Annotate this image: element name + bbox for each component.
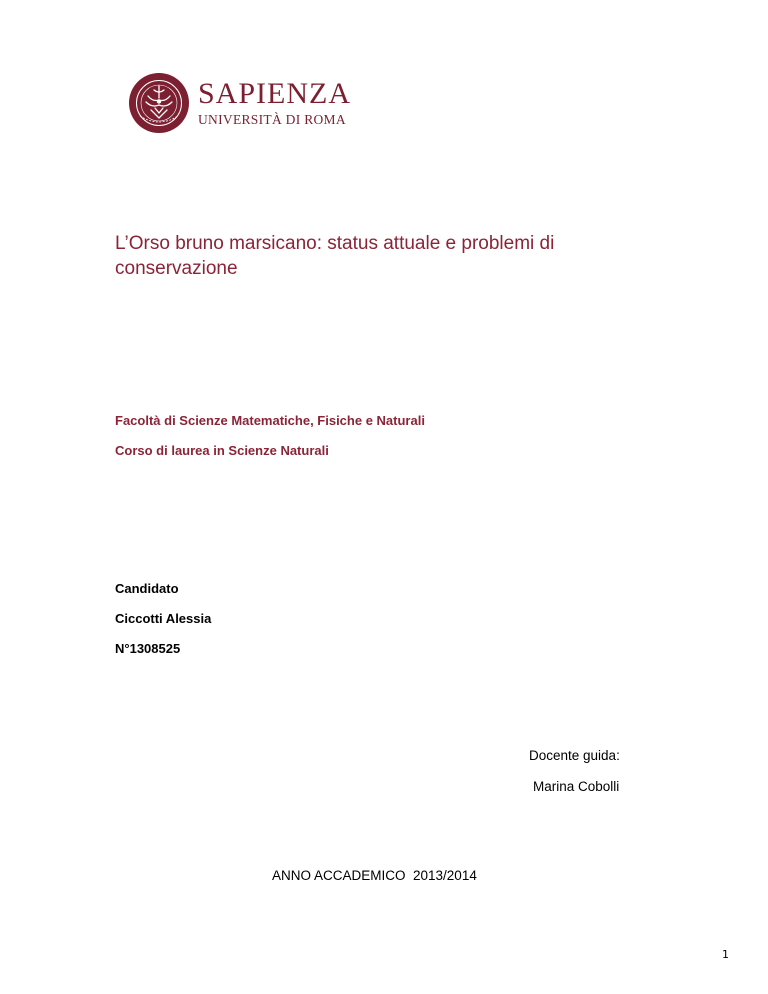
- tutor-label: Docente guida:: [529, 748, 620, 763]
- faculty-name: Facoltà di Scienze Matematiche, Fisiche e Naturali: [115, 413, 425, 428]
- tutor-name: Marina Cobolli: [533, 779, 620, 794]
- wordmark: [198, 78, 351, 128]
- academic-year: ANNO ACCADEMICO 2013/2014: [272, 868, 477, 883]
- page-number: 1: [722, 948, 729, 961]
- candidate-id: N°1308525: [115, 641, 181, 656]
- university-subtitle: UNIVERSITÀ DI ROMA: [198, 112, 346, 127]
- university-name: SAPIENZA: [198, 77, 352, 110]
- university-logo: [128, 72, 352, 134]
- candidate-label: Candidato: [115, 581, 179, 596]
- university-seal-icon: [128, 72, 190, 134]
- thesis-title: L’Orso bruno marsicano: status attuale e problemi di conservazione: [115, 233, 555, 279]
- candidate-name: Ciccotti Alessia: [115, 611, 212, 626]
- course-name: Corso di laurea in Scienze Naturali: [115, 443, 329, 458]
